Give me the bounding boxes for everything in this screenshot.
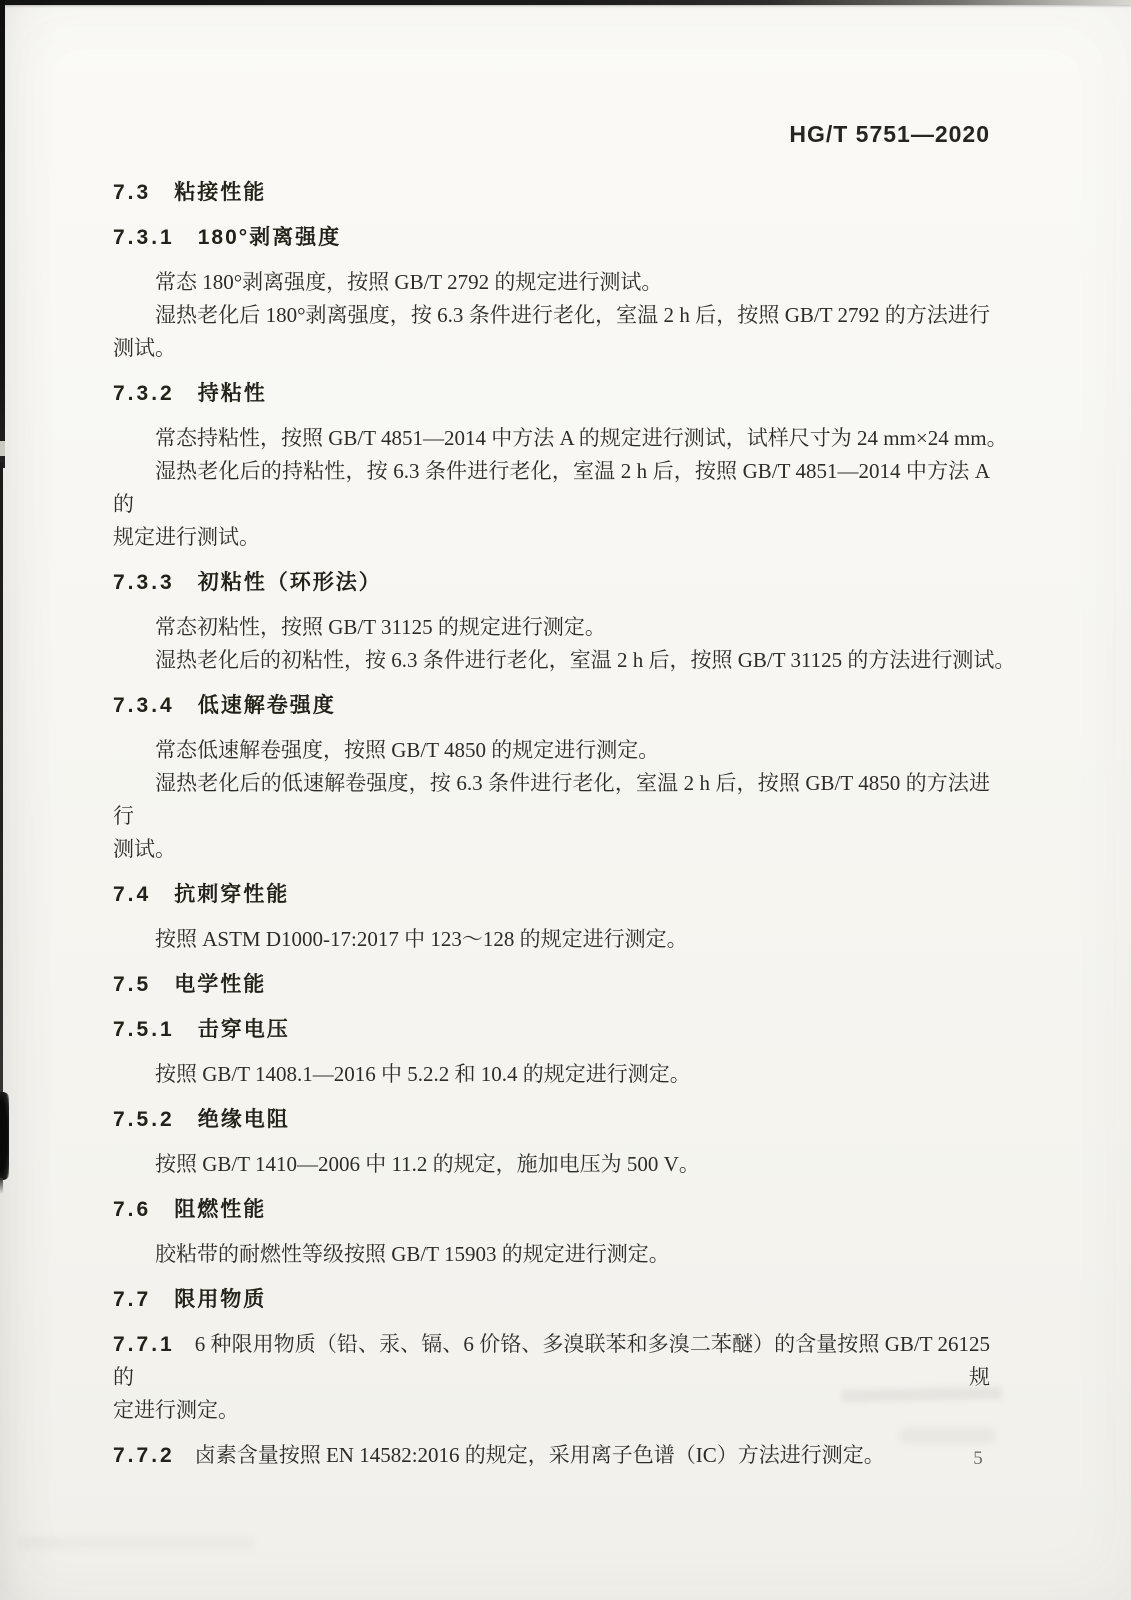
heading-number: 7.3.1 [113,226,175,249]
scan-edge-left-notch [0,441,5,456]
paragraph-line: 按照 GB/T 1408.1—2016 中 5.2.2 和 10.4 的规定进行测定。 [155,1062,691,1086]
heading-number: 7.3.4 [113,694,175,717]
scan-blotch-tail [0,1178,3,1194]
paragraph-line: 湿热老化后的低速解卷强度，按 6.3 条件进行老化，室温 2 h 后，按照 GB/T 4850 的方法进行 [113,771,990,828]
page-number: 5 [973,1448,983,1469]
heading-title: 低速解卷强度 [197,694,336,717]
heading-title: 初粘性（环形法） [197,571,382,594]
heading-7-6 [113,1193,990,1226]
document-body [113,164,1016,1472]
heading-number: 7.3 [113,181,152,204]
heading-title: 抗刺穿性能 [174,883,290,906]
heading-number: 7.3.3 [113,571,175,594]
heading-title: 电学性能 [174,973,267,996]
scan-edge-top [0,0,1131,5]
clause-text: 6 种限用物质（铅、汞、镉、6 价铬、多溴联苯和多溴二苯醚）的含量按照 GB/T 26125 的规 [113,1332,990,1389]
heading-number: 7.5 [113,973,152,996]
heading-7-3-1 [113,221,990,254]
clause-line-7-7-1 [113,1328,990,1394]
paragraph-line: 胶粘带的耐燃性等级按照 GB/T 15903 的规定进行测定。 [155,1242,670,1266]
standard-code: HG/T 5751—2020 [789,121,990,147]
heading-7-3-3 [113,566,990,599]
heading-title: 180°剥离强度 [197,226,342,249]
paragraph-line: 常态 180°剥离强度，按照 GB/T 2792 的规定进行测试。 [155,270,663,294]
paragraph-line: 测试。 [113,336,176,360]
heading-number: 7.5.1 [113,1018,175,1041]
paragraph-line: 按照 GB/T 1410—2006 中 11.2 的规定，施加电压为 500 V。 [155,1152,700,1176]
paragraph-line: 湿热老化后的初粘性，按 6.3 条件进行老化，室温 2 h 后，按照 GB/T 31125 的方法进行测试。 [155,648,1016,672]
paragraph-line: 按照 ASTM D1000-17:2017 中 123～128 的规定进行测定。 [155,927,688,951]
heading-number: 7.7 [113,1288,152,1311]
heading-7-3 [113,176,990,209]
heading-7-4 [113,878,990,911]
clause-text: 卤素含量按照 EN 14582:2016 的规定，采用离子色谱（IC）方法进行测定。 [194,1443,885,1467]
bleedthrough-smudge [18,1538,253,1548]
heading-7-5-1 [113,1013,990,1046]
heading-7-5 [113,968,990,1001]
clause-number: 7.7.1 [113,1333,175,1356]
paragraph-line: 规定进行测试。 [113,525,260,549]
heading-7-5-2 [113,1103,990,1136]
scan-edge-left-thin [0,462,3,1102]
heading-number: 7.5.2 [113,1108,175,1131]
heading-number: 7.4 [113,883,152,906]
heading-title: 击穿电压 [197,1018,290,1041]
paragraph-line: 测试。 [113,837,176,861]
paragraph-line: 常态初粘性，按照 GB/T 31125 的规定进行测定。 [155,615,606,639]
heading-7-3-4 [113,689,990,722]
paragraph-line: 常态持粘性，按照 GB/T 4851—2014 中方法 A 的规定进行测试，试样尺寸为 24 mm×24 mm。 [155,426,1008,450]
paragraph-line: 湿热老化后 180°剥离强度，按 6.3 条件进行老化，室温 2 h 后，按照 GB/T 2792 的方法进行 [155,303,990,327]
paragraph-line: 常态低速解卷强度，按照 GB/T 4850 的规定进行测定。 [155,738,660,762]
heading-number: 7.6 [113,1198,152,1221]
paragraph-line: 湿热老化后的持粘性，按 6.3 条件进行老化，室温 2 h 后，按照 GB/T 4851—2014 中方法 A 的 [113,459,990,516]
heading-title: 阻燃性能 [174,1198,267,1221]
heading-7-7 [113,1283,990,1316]
clause-line-7-7-2 [113,1439,990,1472]
paragraph-line: 定进行测定。 [113,1398,239,1422]
heading-title: 持粘性 [197,382,267,405]
heading-number: 7.3.2 [113,382,175,405]
heading-title: 绝缘电阻 [197,1108,290,1131]
scan-blotch-left [0,1092,9,1180]
heading-title: 限用物质 [174,1288,267,1311]
heading-7-3-2 [113,377,990,410]
clause-number: 7.7.2 [113,1444,175,1467]
heading-title: 粘接性能 [174,181,267,204]
scan-edge-left [0,0,5,468]
